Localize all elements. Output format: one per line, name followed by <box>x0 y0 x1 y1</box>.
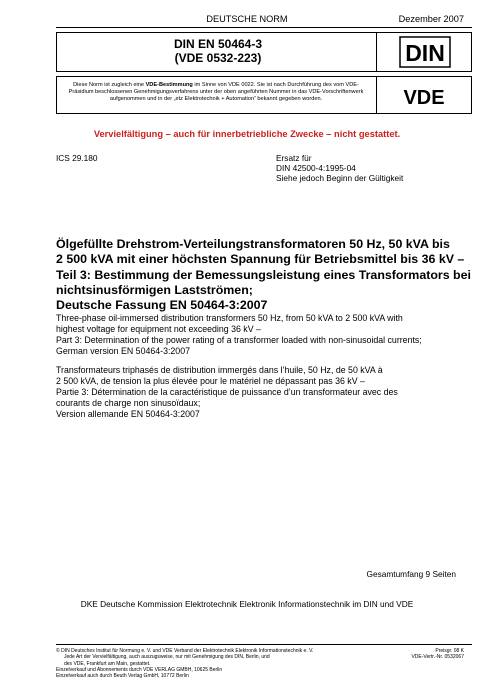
vde-classification-number: (VDE 0532-223) <box>174 51 262 65</box>
copyright-notice <box>56 648 386 679</box>
ics-code: ICS 29.180 <box>56 153 98 163</box>
title-fr-line: Transformateurs triphasés de distribution immergés dans l’huile, 50 Hz, de 50 kVA à <box>56 365 383 375</box>
page-count: Gesamtumfang 9 Seiten <box>366 569 456 579</box>
title-english <box>56 313 476 357</box>
vde-order-number: VDE-Vertr.-Nr. 0532067 <box>411 654 464 661</box>
vde-logo-text: VDE <box>403 87 445 107</box>
footer-line: Einzelverkauf und Abonnements durch VDE VERLAG GMBH, 10625 Berlin <box>56 666 223 673</box>
vde-note-bold: VDE-Bestimmung <box>145 82 193 88</box>
title-de-line: Teil 3: Bestimmung der Bemessungsleistung eines Transformators bei <box>56 267 471 282</box>
publication-date: Dezember 2007 <box>398 14 464 24</box>
vde-note-suffix: im Sinne von VDE 0022. Sie ist nach Durchführung des vom VDE-Präsidium beschlossenen Genehmigungsverfahrens unter der oben angeführten Nummer in das VDE-Vorschriftenwerk aufgenommen und in der „etz Elektrotechnik + Automation“ bekannt gegeben worden. <box>68 82 364 103</box>
vde-logo <box>391 87 457 107</box>
title-en-line: highest voltage for equipment not exceeding 36 kV – <box>56 324 261 334</box>
footer-line: © DIN Deutsches Institut für Normung e. V. und VDE Verband der Elektrotechnik Elektronik Informationstechnik e. V. <box>56 648 314 654</box>
title-en-line: Three-phase oil-immersed distribution transformers 50 Hz, from 50 kVA to 2 500 kVA with <box>56 313 403 323</box>
document-number-box <box>56 32 472 72</box>
document-number-block <box>57 37 379 65</box>
title-german <box>56 237 476 313</box>
title-en-line: Part 3: Determination of the power rating of a transformer loaded with non-sinusoidal currents; <box>56 335 422 345</box>
din-logo <box>399 36 451 68</box>
reproduction-warning: Vervielfältigung – auch für innerbetriebliche Zwecke – nicht gestattet. <box>93 129 401 139</box>
title-fr-line: courants de charge non sinusoïdaux; <box>56 398 201 408</box>
price-group: Preisgr. 08 K <box>435 648 464 654</box>
standard-type-label: DEUTSCHE NORM <box>206 14 288 24</box>
din-logo-text: DIN <box>405 40 445 66</box>
title-fr-line: Version allemande EN 50464-3:2007 <box>56 409 200 419</box>
title-french <box>56 365 476 420</box>
vde-note-prefix: Diese Norm ist zugleich eine <box>73 82 146 88</box>
vde-regulation-note <box>63 82 369 104</box>
footer-line: Jede Art der Vervielfältigung, auch auszugsweise, nur mit Genehmigung des DIN, Berlin, und <box>64 654 270 661</box>
title-de-line: Ölgefüllte Drehstrom-Verteilungstransformatoren 50 Hz, 50 kVA bis <box>56 237 450 251</box>
replaces-label: Ersatz für <box>276 153 312 163</box>
title-de-line: 2 500 kVA mit einer höchsten Spannung für Betriebsmittel bis 36 kV – <box>56 252 465 267</box>
validity-note: Siehe jedoch Beginn der Gültigkeit <box>276 173 404 184</box>
footer-divider <box>56 644 472 645</box>
footer-line: des VDE, Frankfurt am Main, gestattet. <box>64 660 151 667</box>
replaced-standard: DIN 42500-4:1995-04 <box>276 163 356 174</box>
footer-line: Einzelverkauf auch durch Beuth Verlag GmbH, 10772 Berlin <box>56 673 189 680</box>
box-divider <box>376 77 377 113</box>
dke-line: DKE Deutsche Kommission Elektrotechnik Elektronik Informationstechnik im DIN und VDE <box>80 599 414 609</box>
title-de-line: nichtsinusförmigen Lastströmen; <box>56 282 253 297</box>
box-divider <box>376 33 377 71</box>
title-de-line: Deutsche Fassung EN 50464-3:2007 <box>56 298 268 313</box>
order-info <box>411 648 464 661</box>
replaces-block <box>276 153 403 184</box>
vde-note-box <box>56 76 472 114</box>
document-number: DIN EN 50464-3 <box>173 37 263 51</box>
header-divider <box>56 27 472 28</box>
title-fr-line: 2 500 kVA, de tension la plus élevée pour le matériel ne dépassant pas 36 kV – <box>56 376 365 386</box>
title-fr-line: Partie 3: Détermination de la caractéristique de puissance d’un transformateur avec des <box>56 387 398 397</box>
title-en-line: German version EN 50464-3:2007 <box>56 346 190 356</box>
